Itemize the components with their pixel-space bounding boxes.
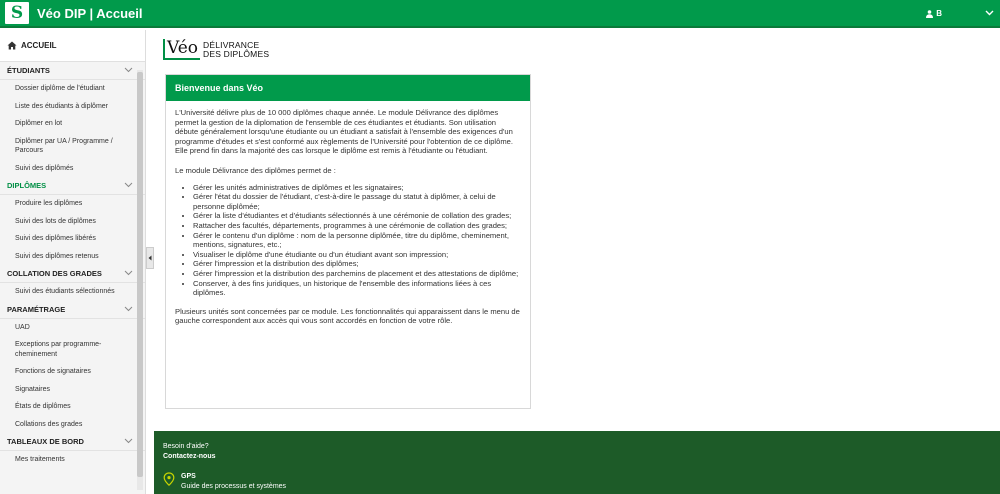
welcome-card-body — [166, 101, 530, 326]
section-title: COLLATION DES GRADES — [7, 269, 102, 278]
sidebar-item-uad[interactable]: UAD — [15, 323, 30, 331]
sidebar-item-diplomer-par-ua[interactable]: Diplômer par UA / Programme / Parcours — [15, 137, 113, 154]
map-pin-icon — [163, 472, 175, 486]
list-item: • Gérer l'impression et la distribution des parchemins de placement et des attestations de diplôme; — [193, 269, 521, 279]
section-collation-des-grades[interactable] — [0, 265, 145, 283]
chevron-down-icon[interactable] — [124, 305, 133, 314]
user-menu[interactable] — [926, 9, 942, 18]
footer — [154, 431, 1000, 494]
sidebar-item-diplomer-en-lot[interactable]: Diplômer en lot — [15, 120, 63, 127]
intro-paragraph: L'Université délivre plus de 10 000 diplômes chaque année. Le module Délivrance des diplômes permet la gestion de la diplomation de l'ensemble de ces étudiantes et étudiants. Son utilisation débute généralement lorsqu'une étudiante ou un étudiant a satisfait à l'ensemble des exigences d'un programme d'études et s'est conformé aux règlements de l'Université pour l'obtention de ce diplôme. Elle prend fin dans la majorité des cas lorsque le diplôme est remis à l'étudiante ou l'étudiant. — [175, 108, 513, 156]
contact-link[interactable]: Contactez-nous — [163, 453, 216, 460]
sidebar-item-exceptions[interactable]: Exceptions par programme-cheminement — [15, 341, 102, 358]
sidebar-home-label: ACCUEIL — [21, 41, 57, 50]
chevron-down-icon[interactable] — [124, 269, 133, 278]
section-diplomes[interactable] — [0, 177, 145, 195]
sidebar-item-suivi-retenus[interactable]: Suivi des diplômes retenus — [15, 252, 99, 260]
sidebar-item-accueil[interactable] — [0, 30, 145, 62]
chevron-down-icon[interactable] — [124, 437, 133, 446]
user-icon — [926, 10, 933, 18]
brand-subtitle — [203, 41, 269, 59]
outro-paragraph: Plusieurs unités sont concernées par ce module. Les fonctionnalités qui apparaissent dans le menu de gauche correspondent aux accès qui vous sont accordés en fonction de votre rôle. — [175, 306, 520, 326]
section-parametrage[interactable] — [0, 301, 145, 319]
app-title: Véo DIP | Accueil — [37, 5, 143, 21]
sidebar-item-liste-etudiants[interactable]: Liste des étudiants à diplômer — [15, 102, 108, 110]
sidebar-item-suivi-diplomes[interactable]: Suivi des diplômés — [15, 164, 74, 172]
section-title: ÉTUDIANTS — [7, 66, 50, 75]
home-icon — [7, 41, 17, 50]
list-item: • Conserver, à des fins juridiques, un historique de l'ensemble des informations liées à ces diplômes. — [193, 279, 521, 298]
sidebar-item-fonctions-signataires[interactable]: Fonctions de signataires — [15, 368, 91, 375]
section-title: DIPLÔMES — [7, 181, 47, 190]
section-title: PARAMÉTRAGE — [7, 304, 66, 314]
gps-subtitle: Guide des processus et systèmes — [181, 483, 287, 490]
sidebar-item-dossier-diplome[interactable]: Dossier diplôme de l'étudiant — [15, 85, 105, 92]
list-item: • Rattacher des facultés, départements, programmes à une cérémonie de collation des grades; — [193, 221, 521, 231]
help-text: Besoin d'aide? — [163, 443, 209, 450]
university-logo-icon[interactable]: S — [5, 2, 29, 24]
user-initial: B — [936, 9, 942, 18]
top-bar — [0, 0, 1000, 28]
sidebar-item-produire-diplomes[interactable]: Produire les diplômes — [15, 200, 83, 207]
brand-line-2: DES DIPLÔMES — [203, 48, 270, 59]
list-item: • Visualiser le diplôme d'une étudiante ou d'un étudiant avant son impression; — [193, 250, 521, 260]
veo-logo-text: Véo — [163, 39, 200, 60]
list-item: • Gérer l'impression et la distribution des diplômes; — [193, 259, 521, 269]
features-lead: Le module Délivrance des diplômes permet de : — [175, 165, 336, 175]
chevron-down-icon[interactable] — [124, 181, 133, 190]
brand-line-1: DÉLIVRANCE — [203, 39, 260, 50]
sidebar-item-suivi-lots[interactable]: Suivi des lots de diplômes — [15, 217, 96, 225]
section-etudiants[interactable] — [0, 62, 145, 80]
list-item: • Gérer le contenu d'un diplôme : nom de la personne diplômée, titre du diplôme, cheminement, mentions, signatures, etc.; — [193, 231, 521, 250]
section-tableaux-de-bord[interactable] — [0, 433, 145, 451]
features-list — [193, 183, 521, 298]
list-item: • Gérer l'état du dossier de l'étudiant, c'est-à-dire le passage du statut à diplômer, à celui de personne diplômée; — [193, 192, 521, 211]
sidebar-item-etats-diplomes[interactable]: États de diplômes — [15, 403, 71, 410]
help-block — [163, 442, 216, 462]
welcome-card-title: Bienvenue dans Véo — [166, 75, 530, 101]
sidebar-item-suivi-selectionnes[interactable]: Suivi des étudiants sélectionnés — [15, 288, 115, 295]
list-item: • Gérer les unités administratives de diplômes et les signataires; — [193, 183, 521, 193]
sidebar-collapse-button[interactable] — [146, 247, 154, 269]
sidebar-item-collations[interactable]: Collations des grades — [15, 420, 83, 428]
sidebar-item-signataires[interactable]: Signataires — [15, 385, 51, 393]
welcome-card — [165, 74, 531, 409]
veo-brand-logo — [163, 39, 269, 60]
section-title: TABLEAUX DE BORD — [7, 437, 84, 446]
chevron-left-icon — [148, 255, 152, 261]
list-item: • Gérer la liste d'étudiantes et d'étudiants sélectionnés à une cérémonie de collation des grades; — [193, 211, 521, 221]
sidebar-item-suivi-liberes[interactable]: Suivi des diplômes libérés — [15, 235, 96, 242]
gps-title: GPS — [181, 473, 196, 480]
sidebar-item-mes-traitements[interactable]: Mes traitements — [15, 456, 65, 463]
sidebar — [0, 30, 146, 494]
gps-link[interactable] — [163, 472, 286, 492]
chevron-down-icon[interactable] — [985, 8, 994, 18]
chevron-down-icon[interactable] — [124, 66, 133, 75]
sidebar-scrollbar-thumb[interactable] — [137, 72, 143, 477]
